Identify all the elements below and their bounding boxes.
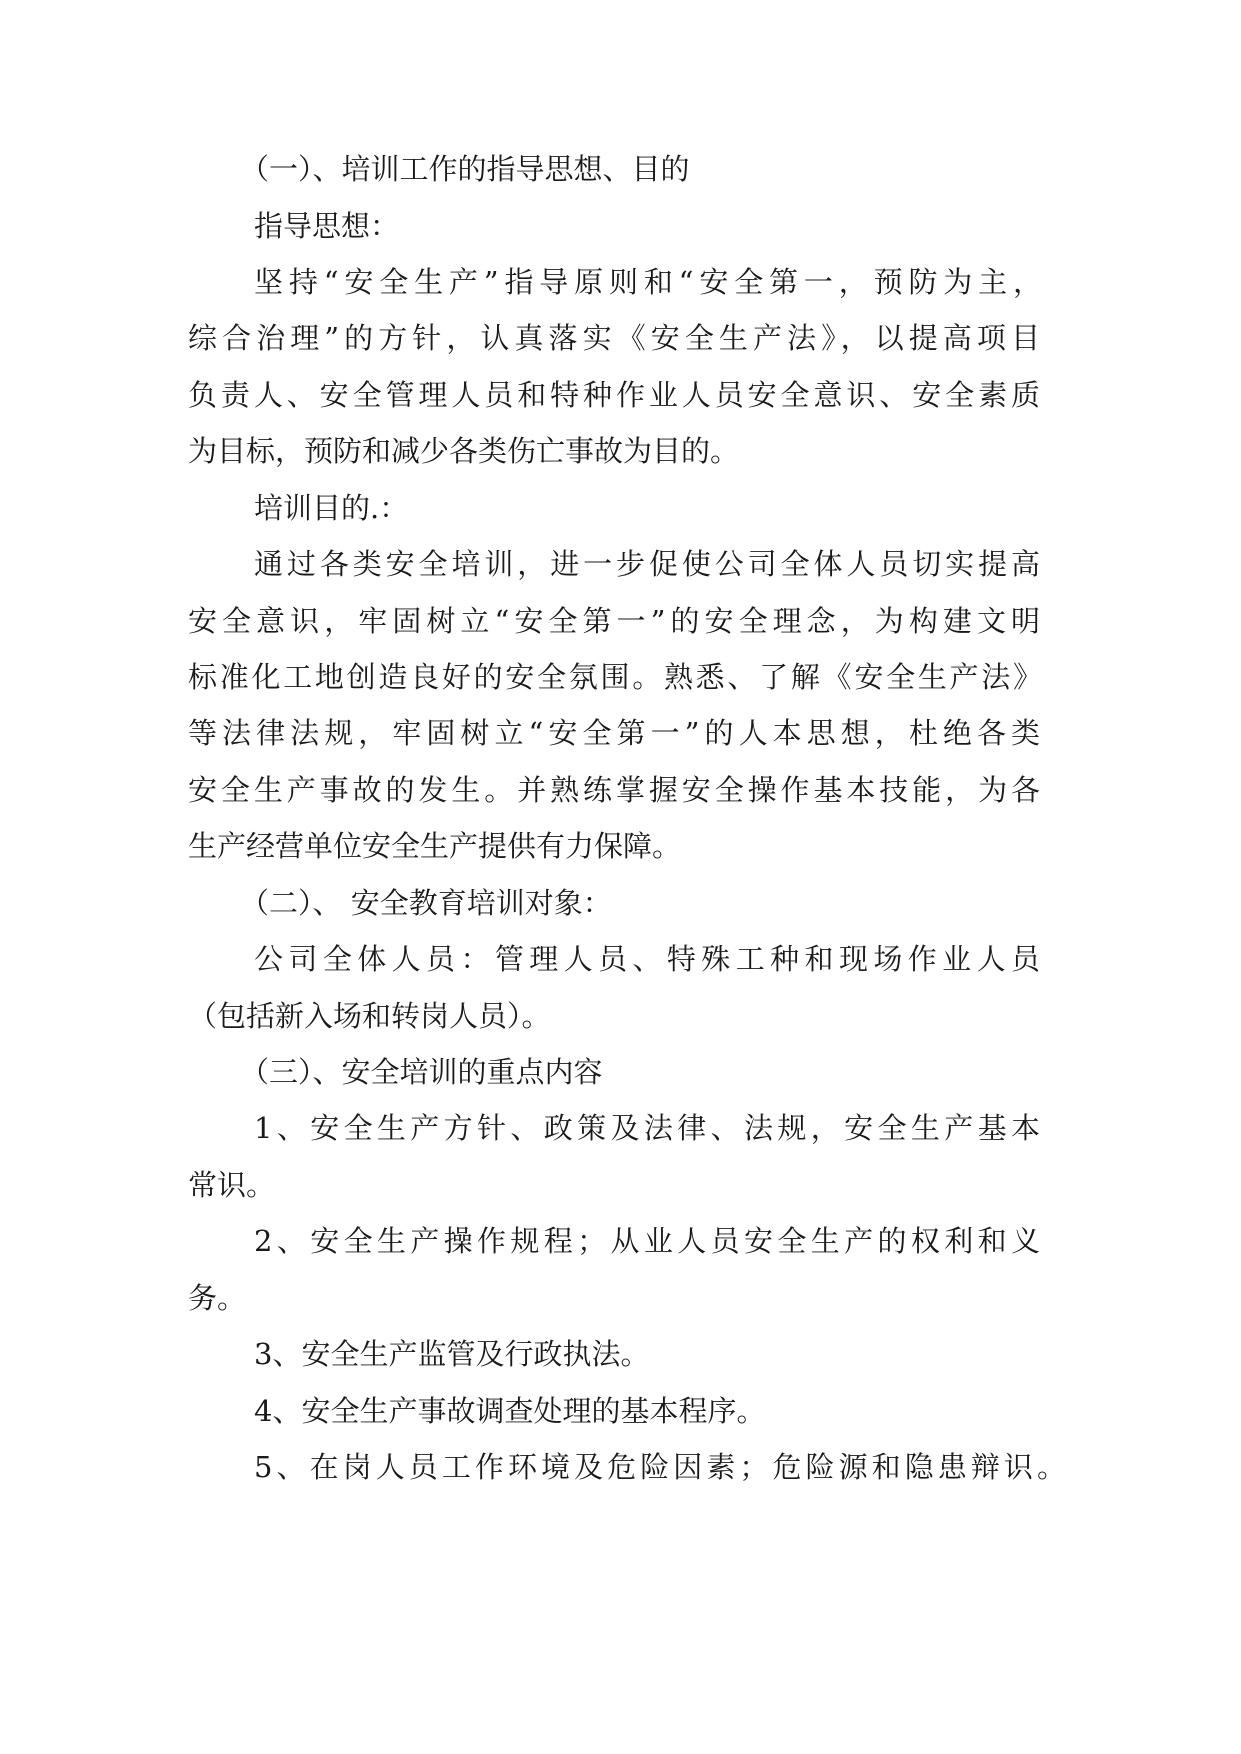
list-item: 3、安全生产监管及行政执法。 xyxy=(254,1337,650,1371)
paragraph-line: 通过各类安全培训，进一步促使公司全体人员切实提高 xyxy=(254,547,1040,581)
paragraph-line: 负责人、安全管理人员和特种作业人员安全意识、安全素质 xyxy=(188,378,1040,412)
paragraph-line: （包括新入场和转岗人员）。 xyxy=(188,999,551,1033)
list-item: 2、安全生产操作规程；从业人员安全生产的权利和义 xyxy=(254,1224,1040,1258)
paragraph-line: 生产经营单位安全生产提供有力保障。 xyxy=(188,829,682,863)
section-heading-1: （一）、培训工作的指导思想、目的 xyxy=(240,152,690,186)
list-item-continued: 常识。 xyxy=(188,1168,276,1202)
paragraph-line: 综合治理”的方针，认真落实《安全生产法》，以提高项目 xyxy=(188,321,1040,355)
section-heading-2: （二）、 安全教育培训对象： xyxy=(240,886,612,920)
paragraph-line: 标准化工地创造良好的安全氛围。熟悉、了解《安全生产法》 xyxy=(188,660,1042,694)
paragraph-line: 公司全体人员：管理人员、特殊工种和现场作业人员 xyxy=(254,942,1040,976)
list-item: 5、在岗人员工作环境及危险因素；危险源和隐患辩识。 xyxy=(254,1450,1066,1484)
subheading-training-purpose: 培训目的.： xyxy=(254,491,409,525)
subheading-guiding-idea: 指导思想： xyxy=(254,209,400,243)
list-item: 4、安全生产事故调查处理的基本程序。 xyxy=(254,1394,766,1428)
paragraph-line: 等法律法规，牢固树立“安全第一”的人本思想，杜绝各类 xyxy=(188,716,1040,750)
paragraph-line: 安全意识，牢固树立“安全第一”的安全理念，为构建文明 xyxy=(188,604,1040,638)
list-item-continued: 务。 xyxy=(188,1281,247,1315)
paragraph-line: 安全生产事故的发生。并熟练掌握安全操作基本技能，为各 xyxy=(188,773,1040,807)
paragraph-line: 坚持“安全生产”指导原则和“安全第一，预防为主， xyxy=(254,265,1042,299)
list-item: 1、安全生产方针、政策及法律、法规，安全生产基本 xyxy=(254,1111,1040,1145)
section-heading-3: （三）、安全培训的重点内容 xyxy=(240,1055,603,1089)
paragraph-line: 为目标，预防和减少各类伤亡事故为目的。 xyxy=(188,434,740,468)
